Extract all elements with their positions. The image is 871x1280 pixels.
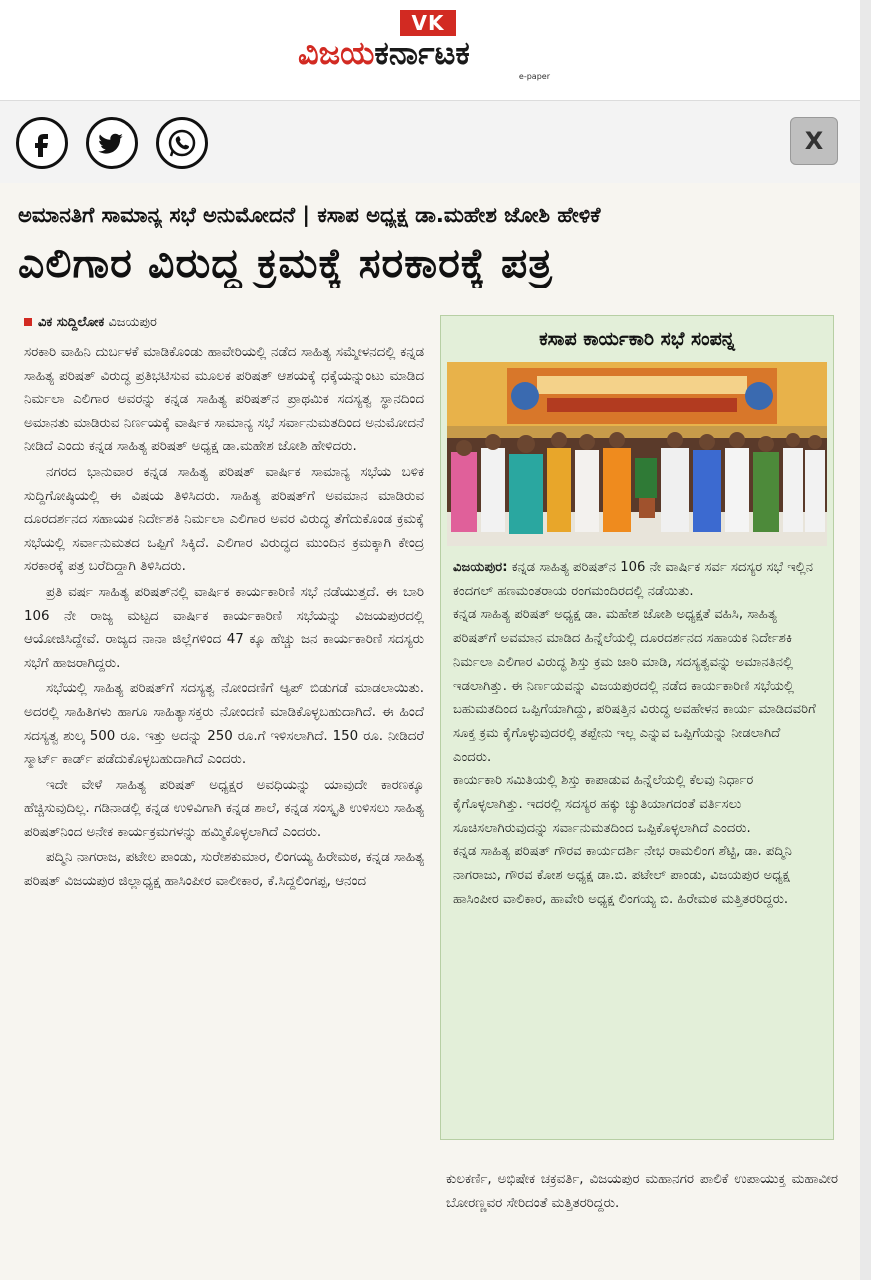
facebook-share-button[interactable]: [16, 117, 68, 169]
sidebar-paragraph-text: ಕನ್ನಡ ಸಾಹಿತ್ಯ ಪರಿಷತ್‌ನ 106 ನೇ ವಾರ್ಷಿಕ ಸರ್ವ ಸದಸ್ಯರ ಸಭೆ ಇಲ್ಲಿನ ಕಂದಗಲ್ ಹಣಮಂತರಾಯ ರಂಗಮಂದಿರದಲ್ಲಿ ನಡೆಯಿತು.: [453, 560, 814, 599]
brand-name-part2: ಕರ್ನಾಟಕ: [374, 34, 470, 72]
sidebar-paragraph: ಕನ್ನಡ ಸಾಹಿತ್ಯ ಪರಿಷತ್ ಅಧ್ಯಕ್ಷ ಡಾ. ಮಹೇಶ ಜೋಶಿ ಅಧ್ಯಕ್ಷತೆ ವಹಿಸಿ, ಸಾಹಿತ್ಯ ಪರಿಷತ್‌ಗೆ ಅವಮಾನ ಮಾಡಿದ ಹಿನ್ನೆಲೆಯಲ್ಲಿ ದೂರದರ್ಶನದ ಸಹಾಯಕ ನಿರ್ದೇಶಕಿ ನಿರ್ಮಲಾ ಎಲಿಗಾರ ವಿರುದ್ಧ ಶಿಸ್ತು ಕ್ರಮ ಜಾರಿ ಮಾಡಿ, ಸದಸ್ಯತ್ವವನ್ನು ಅಮಾನತಿನಲ್ಲಿ ಇಡಲಾಗಿತ್ತು. ಈ ನಿರ್ಣಯವನ್ನು ವಿಜಯಪುರದಲ್ಲಿ ನಡೆದ ಕಾರ್ಯಕಾರಿಣಿ ಸಭೆಯಲ್ಲಿ ಬಹುಮತದಿಂದ ಒಪ್ಪಿಗೆಯಾಗಿದ್ದು, ಪರಿಷತ್ತಿನ ವಿರುದ್ಧ ಅವಹೇಳನ ಕಾರ್ಯ ಮಾಡಿದವರಿಗೆ ಸೂಕ್ತ ಕ್ರಮ ಕೈಗೊಳ್ಳುವುದರಲ್ಲಿ ತಪ್ಪೇನು ಇಲ್ಲ ಎನ್ನುವ ಒಪ್ಪಿಗೆಯನ್ನು ನೀಡಲಾಗಿದೆ ಎಂದರು.: [453, 607, 816, 765]
brand-name-part1: ವಿಜಯ: [298, 34, 375, 72]
event-photo: [447, 362, 827, 546]
facebook-icon: [27, 128, 57, 158]
sidebar-box: [440, 315, 834, 1140]
article-kicker: ಅಮಾನತಿಗೆ ಸಾಮಾನ್ಯ ಸಭೆ ಅನುಮೋದನೆ | ಕಸಾಪ ಅಧ್ಯಕ್ಷ ಡಾ.ಮಹೇಶ ಜೋಶಿ ಹೇಳಿಕೆ: [18, 203, 601, 227]
sidebar-paragraph: ಕಾರ್ಯಕಾರಿ ಸಮಿತಿಯಲ್ಲಿ ಶಿಸ್ತು ಕಾಪಾಡುವ ಹಿನ್ನೆಲೆಯಲ್ಲಿ ಕೆಲವು ನಿರ್ಧಾರ ಕೈಗೊಳ್ಳಲಾಗಿತ್ತು. ಇದರಲ್ಲಿ ಸದಸ್ಯರ ಹಕ್ಕು ಚ್ಯುತಿಯಾಗದಂತೆ ವರ್ತಿಸಲು ಸೂಚಿಸಲಾಗಿರುವುದನ್ನು ಸರ್ವಾನುಮತದಿಂದ ಒಪ್ಪಿಕೊಳ್ಳಲಾಗಿದೆ ಎಂದರು.: [453, 773, 754, 836]
whatsapp-icon: [165, 126, 199, 160]
twitter-share-button[interactable]: [86, 117, 138, 169]
article-paragraph: ನಗರದ ಭಾನುವಾರ ಕನ್ನಡ ಸಾಹಿತ್ಯ ಪರಿಷತ್ ವಾರ್ಷಿಕ ಸಾಮಾನ್ಯ ಸಭೆಯ ಬಳಿಕ ಸುದ್ದಿಗೋಷ್ಠಿಯಲ್ಲಿ ಈ ವಿಷಯ ತಿಳಿಸಿದರು. ಸಾಹಿತ್ಯ ಪರಿಷತ್‌ಗೆ ಅವಮಾನ ಮಾಡಿರುವ ದೂರದರ್ಶನದ ಸಹಾಯಕ ನಿರ್ದೇಶಕಿ ನಿರ್ಮಲಾ ಎಲಿಗಾರ ಅವರ ವಿರುದ್ಧ ತೆಗೆದುಕೊಂಡ ಕ್ರಮಕ್ಕೆ ಸಭೆಯಲ್ಲಿ ಸರ್ವಾನುಮತದ ಒಪ್ಪಿಗೆ ಸಿಕ್ಕಿದೆ. ಎಲಿಗಾರ ವಿರುದ್ಧದ ಮುಂದಿನ ಕ್ರಮಕ್ಕಾಗಿ ಕೇಂದ್ರ ಸರಕಾರಕ್ಕೆ ಪತ್ರ ಬರೆದಿದ್ದಾಗಿ ತಿಳಿಸಿದರು.: [24, 464, 424, 575]
article-continuation: ಕುಲಕರ್ಣಿ, ಅಭಿಷೇಕ ಚಕ್ರವರ್ತಿ, ವಿಜಯಪುರ ಮಹಾನಗರ ಪಾಲಿಕೆ ಉಪಾಯುಕ್ತ ಮಹಾವೀರ ಬೋರಣ್ಣವರ ಸೇರಿದಂತೆ ಮತ್ತಿತರರಿದ್ದರು.: [446, 1172, 838, 1211]
share-toolbar: [0, 100, 860, 184]
brand-subtitle: e-paper: [518, 72, 550, 81]
article-paragraph: ಇದೇ ವೇಳೆ ಸಾಹಿತ್ಯ ಪರಿಷತ್ ಅಧ್ಯಕ್ಷರ ಅವಧಿಯನ್ನು ಯಾವುದೇ ಕಾರಣಕ್ಕೂ ಹೆಚ್ಚಿಸುವುದಿಲ್ಲ. ಗಡಿನಾಡಲ್ಲಿ ಕನ್ನಡ ಉಳಿವಿಗಾಗಿ ಕನ್ನಡ ಶಾಲೆ, ಕನ್ನಡ ಸಂಸ್ಕೃತಿ ಉಳಿಸಲು ಸಾಹಿತ್ಯ ಪರಿಷತ್‌ನಿಂದ ಅನೇಕ ಕಾರ್ಯಕ್ರಮಗಳನ್ನು ಹಮ್ಮಿಕೊಳ್ಳಲಾಗಿದೆ ಎಂದರು.: [24, 777, 424, 840]
whatsapp-share-button[interactable]: [156, 117, 208, 169]
sidebar-dateline: ವಿಜಯಪುರ:: [453, 560, 508, 575]
byline-place: ವಿಜಯಪುರ: [108, 315, 157, 330]
scrollbar-track[interactable]: [860, 0, 871, 1280]
brand-name: [298, 34, 558, 73]
sidebar-paragraph: [453, 556, 821, 603]
close-icon: X: [804, 127, 824, 155]
sidebar-box-title: ಕಸಾಪ ಕಾರ್ಯಕಾರಿ ಸಭೆ ಸಂಪನ್ನ: [539, 328, 735, 350]
article-paragraph: ಪದ್ಮಿನಿ ನಾಗರಾಜ, ಪಟೇಲ ಪಾಂಡು, ಸುರೇಶಕುಮಾರ, ಲಿಂಗಯ್ಯ ಹಿರೇಮಠ, ಕನ್ನಡ ಸಾಹಿತ್ಯ ಪರಿಷತ್ ವಿಜಯಪುರ ಜಿಲ್ಲಾಧ್ಯಕ್ಷ ಹಾಸಿಂಪೀರ ವಾಲೀಕಾರ, ಕೆ.ಸಿದ್ದಲಿಂಗಪ್ಪ, ಆನಂದ: [24, 850, 424, 890]
article-paragraph: ಪ್ರತಿ ವರ್ಷ ಸಾಹಿತ್ಯ ಪರಿಷತ್‌ನಲ್ಲಿ ವಾರ್ಷಿಕ ಕಾರ್ಯಕಾರಿಣಿ ಸಭೆ ನಡೆಯುತ್ತದೆ. ಈ ಬಾರಿ 106 ನೇ ರಾಜ್ಯ ಮಟ್ಟದ ವಾರ್ಷಿಕ ಕಾರ್ಯಕಾರಿಣಿ ಸಭೆಯನ್ನು ವಿಜಯಪುರದಲ್ಲಿ ಆಯೋಜಿಸಿದ್ದೇವೆ. ರಾಜ್ಯದ ನಾನಾ ಜಿಲ್ಲೆಗಳಿಂದ 47 ಕ್ಕೂ ಹೆಚ್ಚು ಜನ ಕಾರ್ಯಕಾರಿಣಿ ಸದಸ್ಯರು ಸಭೆಗೆ ಹಾಜರಾಗಿದ್ದರು.: [24, 584, 424, 671]
brand-badge: VK: [400, 10, 456, 36]
byline-marker: [24, 318, 32, 326]
article-paragraph: ಸರಕಾರಿ ವಾಹಿನಿ ದುರ್ಬಳಕೆ ಮಾಡಿಕೊಂಡು ಹಾವೇರಿಯಲ್ಲಿ ನಡೆದ ಸಾಹಿತ್ಯ ಸಮ್ಮೇಳನದಲ್ಲಿ ಕನ್ನಡ ಸಾಹಿತ್ಯ ಪರಿಷತ್ ವಿರುದ್ಧ ಪ್ರತಿಭಟಿಸುವ ಮೂಲಕ ಪರಿಷತ್ ಆಶಯಕ್ಕೆ ಧಕ್ಕೆಯನ್ನುಂಟು ಮಾಡಿದ ನಿರ್ಮಲಾ ಎಲಿಗಾರ ಅವರನ್ನು ಕನ್ನಡ ಸಾಹಿತ್ಯ ಪರಿಷತ್‌ನ ಪ್ರಾಥಮಿಕ ಸದಸ್ಯತ್ವ ಸ್ಥಾನದಿಂದ ಅಮಾನತು ಮಾಡಿರುವ ನಿರ್ಣಯಕ್ಕೆ ವಾರ್ಷಿಕ ಸಾಮಾನ್ಯ ಸಭೆ ಸರ್ವಾನುಮತದಿಂದ ಅನುಮೋದನೆ ನೀಡಿದೆ ಎಂದು ಕನ್ನಡ ಸಾಹಿತ್ಯ ಪರಿಷತ್ ಅಧ್ಯಕ್ಷ ಡಾ.ಮಹೇಶ ಜೋಶಿ ಹೇಳಿದರು.: [24, 345, 424, 455]
article-headline: ಎಲಿಗಾರ ವಿರುದ್ಧ ಕ್ರಮಕ್ಕೆ ಸರಕಾರಕ್ಕೆ ಪತ್ರ: [18, 239, 553, 287]
close-button[interactable]: [790, 117, 838, 165]
sidebar-paragraph: ಕನ್ನಡ ಸಾಹಿತ್ಯ ಪರಿಷತ್ ಗೌರವ ಕಾರ್ಯದರ್ಶಿ ನೇಭ ರಾಮಲಿಂಗ ಶೆಟ್ಟಿ, ಡಾ. ಪದ್ಮಿನಿ ನಾಗರಾಜು, ಗೌರವ ಕೋಶ ಅಧ್ಯಕ್ಷ ಡಾ.ಬಿ. ಪಟೇಲ್ ಪಾಂಡು, ವಿಜಯಪುರ ಅಧ್ಯಕ್ಷ ಹಾಸಿಂಪೀರ ವಾಲಿಕಾರ, ಹಾವೇರಿ ಅಧ್ಯಕ್ಷ ಲಿಂಗಯ್ಯ ಬಿ. ಹಿರೇಮಠ ಮತ್ತಿತರರಿದ್ದರು.: [453, 844, 793, 907]
article-byline: [24, 315, 424, 330]
masthead-bar: [0, 0, 871, 100]
sidebar-box-body: [453, 556, 821, 912]
article-clipping: [0, 183, 860, 1280]
byline-source: ವಿಕ ಸುದ್ದಿಲೋಕ: [38, 315, 105, 330]
article-body: [24, 341, 424, 896]
brand-logo[interactable]: [298, 10, 558, 80]
twitter-icon: [97, 128, 127, 158]
article-paragraph: ಸಭೆಯಲ್ಲಿ ಸಾಹಿತ್ಯ ಪರಿಷತ್‌ಗೆ ಸದಸ್ಯತ್ವ ನೋಂದಣಿಗೆ ಆ್ಯಪ್ ಬಿಡುಗಡೆ ಮಾಡಲಾಯಿತು. ಅದರಲ್ಲಿ ಸಾಹಿತಿಗಳು ಹಾಗೂ ಸಾಹಿತ್ಯಾಸಕ್ತರು ನೋಂದಣಿ ಮಾಡಿಕೊಳ್ಳಬಹುದಾಗಿದೆ. ಈ ಹಿಂದೆ ಸದಸ್ಯತ್ವ ಶುಲ್ಕ 500 ರೂ. ಇತ್ತು ಅದನ್ನು 250 ರೂ.ಗೆ ಇಳಿಸಲಾಗಿದೆ. 150 ರೂ. ನೀಡಿದರೆ ಸ್ಮಾರ್ಟ್ ಕಾರ್ಡ್ ಪಡೆದುಕೊಳ್ಳಬಹುದಾಗಿದೆ ಎಂದರು.: [24, 681, 424, 768]
